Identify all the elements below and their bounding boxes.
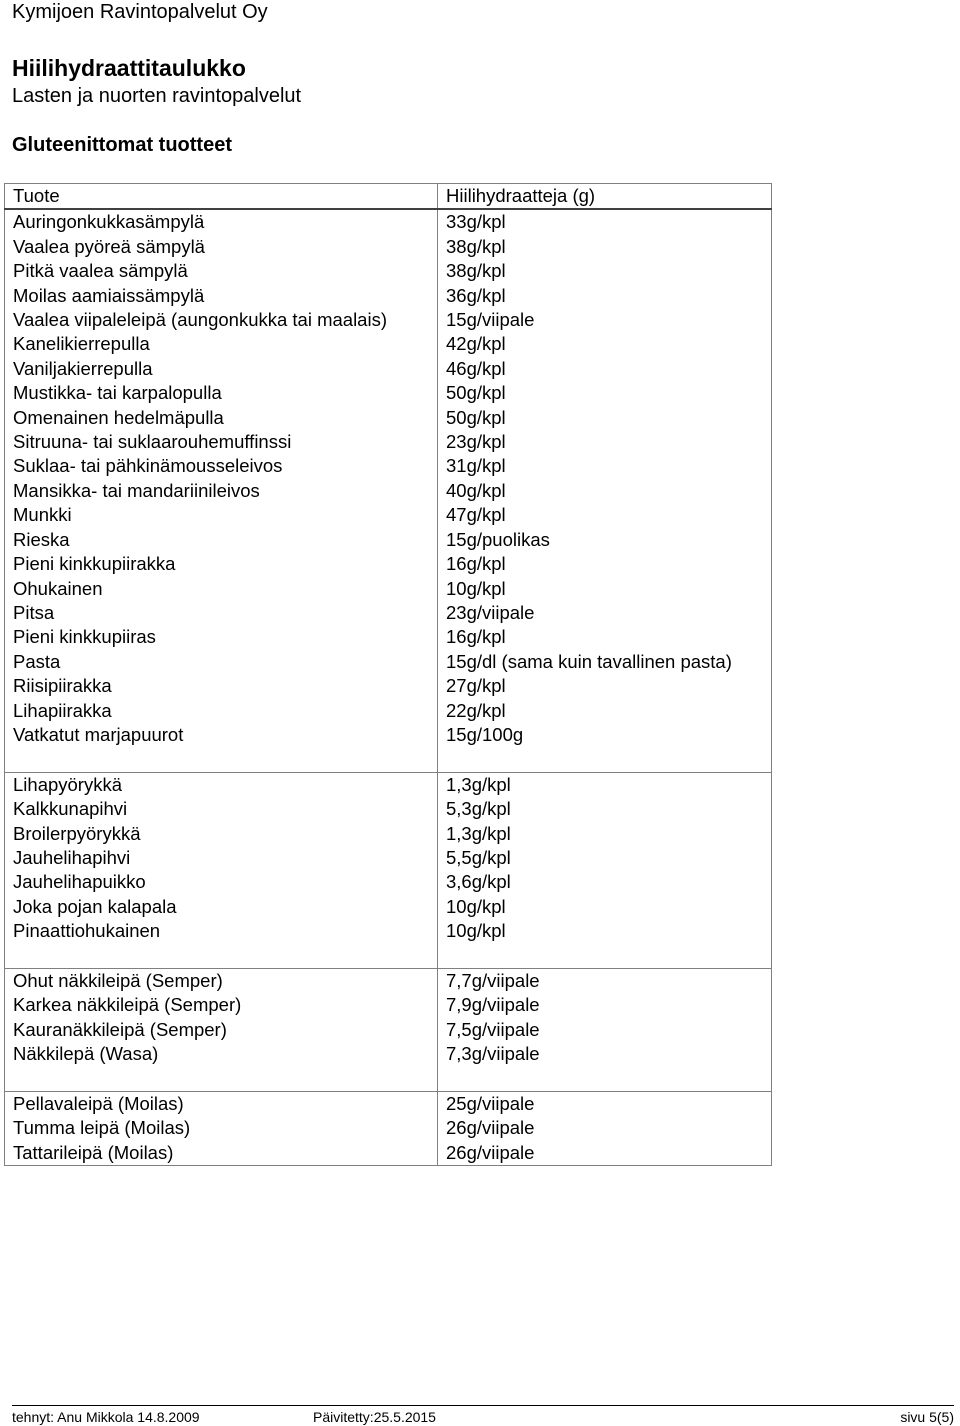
carbohydrate-value-cell: 7,9g/viipale: [438, 993, 772, 1017]
product-name-cell: Pinaattiohukainen: [5, 919, 438, 943]
table-row: [5, 723, 772, 747]
table-row: [5, 846, 772, 870]
carbohydrate-value-cell: 10g/kpl: [438, 895, 772, 919]
carbohydrate-value-cell: 26g/viipale: [438, 1141, 772, 1166]
carbohydrate-value-cell: 5,3g/kpl: [438, 797, 772, 821]
carbohydrate-value-cell: 7,5g/viipale: [438, 1018, 772, 1042]
product-name-cell: Pitsa: [5, 601, 438, 625]
product-name-cell: Pieni kinkkupiiras: [5, 625, 438, 649]
table-row: [5, 797, 772, 821]
carbohydrate-value-cell: 3,6g/kpl: [438, 870, 772, 894]
table-row: [5, 968, 772, 993]
table-row: [5, 381, 772, 405]
table-body: [5, 209, 772, 1165]
table-row: [5, 870, 772, 894]
table-row: [5, 552, 772, 576]
product-name-cell: Kalkkunapihvi: [5, 797, 438, 821]
product-name-cell: Mustikka- tai karpalopulla: [5, 381, 438, 405]
table-row: [5, 1141, 772, 1166]
product-name-cell: Pasta: [5, 650, 438, 674]
carbohydrate-value-cell: 50g/kpl: [438, 381, 772, 405]
footer-updated: Päivitetty:25.5.2015: [313, 1409, 436, 1425]
table-row: [5, 699, 772, 723]
table-header-row: [5, 184, 772, 210]
table-row: [5, 772, 772, 797]
product-name-cell: Kanelikierrepulla: [5, 332, 438, 356]
group-separator-row: [5, 944, 772, 969]
product-name-cell: Kauranäkkileipä (Semper): [5, 1018, 438, 1042]
table-row: [5, 308, 772, 332]
product-name-cell: Vaalea pyöreä sämpylä: [5, 235, 438, 259]
table-row: [5, 1042, 772, 1066]
carbohydrate-value-cell: 7,3g/viipale: [438, 1042, 772, 1066]
carbohydrate-value-cell: 23g/viipale: [438, 601, 772, 625]
section-heading: Gluteenittomat tuotteet: [12, 134, 232, 156]
carbohydrate-value-cell: 15g/viipale: [438, 308, 772, 332]
table-row: [5, 528, 772, 552]
empty-cell: [5, 747, 438, 772]
table-row: [5, 209, 772, 234]
carbohydrate-value-cell: 16g/kpl: [438, 552, 772, 576]
empty-cell: [438, 944, 772, 969]
page-footer: [12, 1405, 954, 1426]
table-row: [5, 822, 772, 846]
product-name-cell: Ohukainen: [5, 577, 438, 601]
carbohydrate-value-cell: 26g/viipale: [438, 1116, 772, 1140]
carbohydrate-value-cell: 38g/kpl: [438, 259, 772, 283]
product-name-cell: Moilas aamiaissämpylä: [5, 284, 438, 308]
carbohydrate-value-cell: 27g/kpl: [438, 674, 772, 698]
table-row: [5, 650, 772, 674]
empty-cell: [438, 1067, 772, 1092]
table-row: [5, 406, 772, 430]
table-row: [5, 284, 772, 308]
carbohydrate-value-cell: 1,3g/kpl: [438, 772, 772, 797]
table-row: [5, 259, 772, 283]
table-row: [5, 357, 772, 381]
product-name-cell: Karkea näkkileipä (Semper): [5, 993, 438, 1017]
footer-author: tehnyt: Anu Mikkola 14.8.2009: [12, 1409, 200, 1425]
empty-cell: [5, 944, 438, 969]
product-name-cell: Munkki: [5, 503, 438, 527]
table-row: [5, 919, 772, 943]
table-row: [5, 993, 772, 1017]
carbohydrate-value-cell: 1,3g/kpl: [438, 822, 772, 846]
product-name-cell: Jauhelihapuikko: [5, 870, 438, 894]
product-name-cell: Vaalea viipaleleipä (aungonkukka tai maalais): [5, 308, 438, 332]
product-name-cell: Pellavaleipä (Moilas): [5, 1091, 438, 1116]
document-subtitle: Lasten ja nuorten ravintopalvelut: [12, 85, 302, 107]
group-separator-row: [5, 1067, 772, 1092]
table-row: [5, 1018, 772, 1042]
carbohydrate-value-cell: 33g/kpl: [438, 209, 772, 234]
product-name-cell: Tumma leipä (Moilas): [5, 1116, 438, 1140]
table-row: [5, 332, 772, 356]
carbohydrate-value-cell: 10g/kpl: [438, 577, 772, 601]
table-row: [5, 503, 772, 527]
carbohydrate-value-cell: 38g/kpl: [438, 235, 772, 259]
table-row: [5, 895, 772, 919]
carbohydrate-value-cell: 15g/dl (sama kuin tavallinen pasta): [438, 650, 772, 674]
product-name-cell: Pieni kinkkupiirakka: [5, 552, 438, 576]
product-name-cell: Joka pojan kalapala: [5, 895, 438, 919]
product-name-cell: Riisipiirakka: [5, 674, 438, 698]
product-name-cell: Vatkatut marjapuurot: [5, 723, 438, 747]
product-name-cell: Omenainen hedelmäpulla: [5, 406, 438, 430]
carbohydrate-value-cell: 36g/kpl: [438, 284, 772, 308]
table-row: [5, 235, 772, 259]
table-row: [5, 625, 772, 649]
carbohydrate-value-cell: 22g/kpl: [438, 699, 772, 723]
product-name-cell: Broilerpyörykkä: [5, 822, 438, 846]
document-title: Hiilihydraattitaulukko: [12, 55, 246, 81]
carbohydrate-value-cell: 40g/kpl: [438, 479, 772, 503]
product-name-cell: Rieska: [5, 528, 438, 552]
product-name-cell: Jauhelihapihvi: [5, 846, 438, 870]
product-name-cell: Lihapiirakka: [5, 699, 438, 723]
column-header-carbohydrates: Hiilihydraatteja (g): [438, 184, 772, 210]
product-name-cell: Näkkilepä (Wasa): [5, 1042, 438, 1066]
column-header-product: Tuote: [5, 184, 438, 210]
product-name-cell: Vaniljakierrepulla: [5, 357, 438, 381]
product-name-cell: Suklaa- tai pähkinämousseleivos: [5, 454, 438, 478]
table-row: [5, 1116, 772, 1140]
carbohydrate-value-cell: 50g/kpl: [438, 406, 772, 430]
table-row: [5, 577, 772, 601]
group-separator-row: [5, 747, 772, 772]
table-row: [5, 454, 772, 478]
carbohydrate-value-cell: 47g/kpl: [438, 503, 772, 527]
empty-cell: [5, 1067, 438, 1092]
carbohydrate-value-cell: 15g/100g: [438, 723, 772, 747]
company-name: Kymijoen Ravintopalvelut Oy: [12, 1, 268, 23]
carbohydrate-value-cell: 31g/kpl: [438, 454, 772, 478]
product-name-cell: Pitkä vaalea sämpylä: [5, 259, 438, 283]
table-row: [5, 674, 772, 698]
table-row: [5, 601, 772, 625]
carbohydrate-value-cell: 16g/kpl: [438, 625, 772, 649]
table-row: [5, 1091, 772, 1116]
table-row: [5, 479, 772, 503]
carbohydrate-value-cell: 23g/kpl: [438, 430, 772, 454]
carbohydrate-value-cell: 5,5g/kpl: [438, 846, 772, 870]
product-name-cell: Lihapyörykkä: [5, 772, 438, 797]
product-name-cell: Ohut näkkileipä (Semper): [5, 968, 438, 993]
product-name-cell: Auringonkukkasämpylä: [5, 209, 438, 234]
carbohydrate-value-cell: 25g/viipale: [438, 1091, 772, 1116]
product-name-cell: Sitruuna- tai suklaarouhemuffinssi: [5, 430, 438, 454]
product-name-cell: Mansikka- tai mandariinileivos: [5, 479, 438, 503]
carbohydrate-value-cell: 7,7g/viipale: [438, 968, 772, 993]
carbohydrate-table: [4, 183, 772, 1166]
footer-page-number: sivu 5(5): [900, 1409, 954, 1425]
product-name-cell: Tattarileipä (Moilas): [5, 1141, 438, 1166]
carbohydrate-value-cell: 10g/kpl: [438, 919, 772, 943]
carbohydrate-value-cell: 15g/puolikas: [438, 528, 772, 552]
carbohydrate-value-cell: 42g/kpl: [438, 332, 772, 356]
carbohydrate-value-cell: 46g/kpl: [438, 357, 772, 381]
table-row: [5, 430, 772, 454]
empty-cell: [438, 747, 772, 772]
